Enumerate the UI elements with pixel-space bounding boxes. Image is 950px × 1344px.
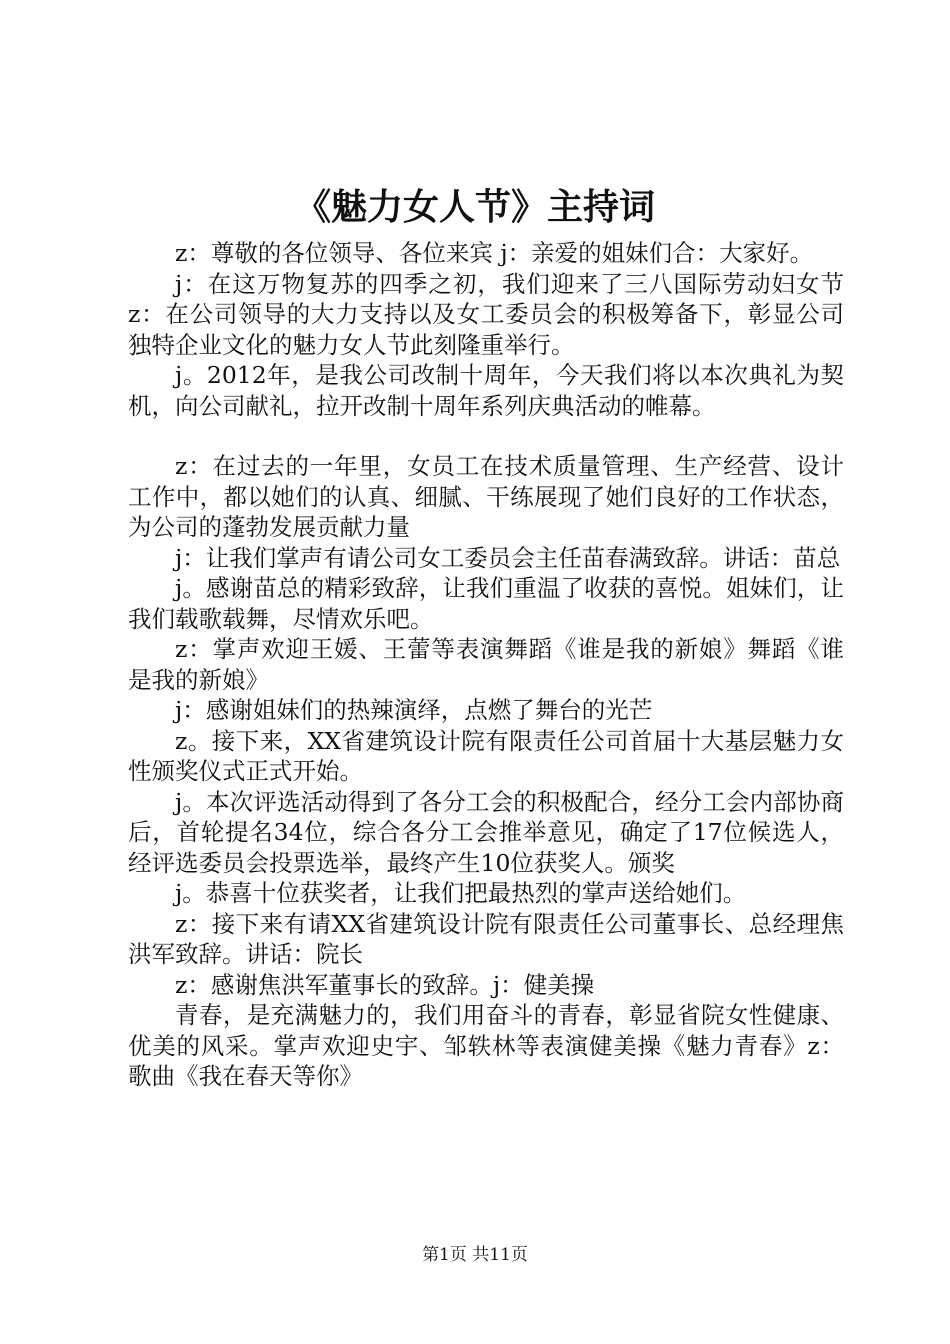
paragraph: j：在这万物复苏的四季之初，我们迎来了三八国际劳动妇女节 z：在公司领导的大力支持以及女工委员会的积极筹备下，彰显公司独特企业文化的魅力女人节此刻隆重举行。	[128, 269, 844, 359]
paragraph: z：感谢焦洪军董事长的致辞。j：健美操	[175, 970, 595, 999]
paragraph: 青春，是充满魅力的，我们用奋斗的青春，彰显省院女性健康、优美的风采。掌声欢迎史宇、邹轶林等表演健美操《魅力青春》z：歌曲《我在春天等你》	[128, 1001, 844, 1090]
paragraph: j。恭喜十位获奖者，让我们把最热烈的掌声送给她们。	[175, 879, 747, 907]
paragraph: j。感谢苗总的精彩致辞，让我们重温了收获的喜悦。姐妹们，让我们载歌载舞，尽情欢乐吧。	[128, 574, 844, 633]
document-title: 《魅力女人节》主持词	[294, 186, 655, 228]
paragraph-gap	[128, 421, 844, 451]
paragraph: z。接下来，XX省建筑设计院有限责任公司首届十大基层魅力女性颁奖仪式正式开始。	[128, 726, 844, 785]
paragraph: j：感谢姐妹们的热辣演绎，点燃了舞台的光芒	[175, 696, 653, 724]
paragraph: z：接下来有请XX省建筑设计院有限责任公司董事长、总经理焦洪军致辞。讲话：院长	[128, 909, 844, 968]
paragraph: z：掌声欢迎王媛、王蕾等表演舞蹈《谁是我的新娘》舞蹈《谁是我的新娘》	[128, 635, 844, 694]
page-footer: 第1页 共11页	[422, 1245, 528, 1265]
paragraph: j。本次评选活动得到了各分工会的积极配合，经分工会内部协商后，首轮提名34位，综合各分工会推举意见，确定了17位候选人，经评选委员会投票选举，最终产生10位获奖人。颁奖	[128, 787, 844, 877]
paragraph: j。2012年，是我公司改制十周年，今天我们将以本次典礼为契机，向公司献礼，拉开改制十周年系列庆典活动的帷幕。	[128, 361, 844, 420]
paragraph: j：让我们掌声有请公司女工委员会主任苗春满致辞。讲话：苗总	[175, 543, 841, 572]
paragraph: z：在过去的一年里，女员工在技术质量管理、生产经营、设计工作中，都以她们的认真、细腻、干练展现了她们良好的工作状态，为公司的蓬勃发展贡献力量	[128, 452, 844, 541]
document-body	[128, 238, 844, 1092]
paragraph: z：尊敬的各位领导、各位来宾 j：亲爱的姐妹们合：大家好。	[175, 239, 814, 267]
